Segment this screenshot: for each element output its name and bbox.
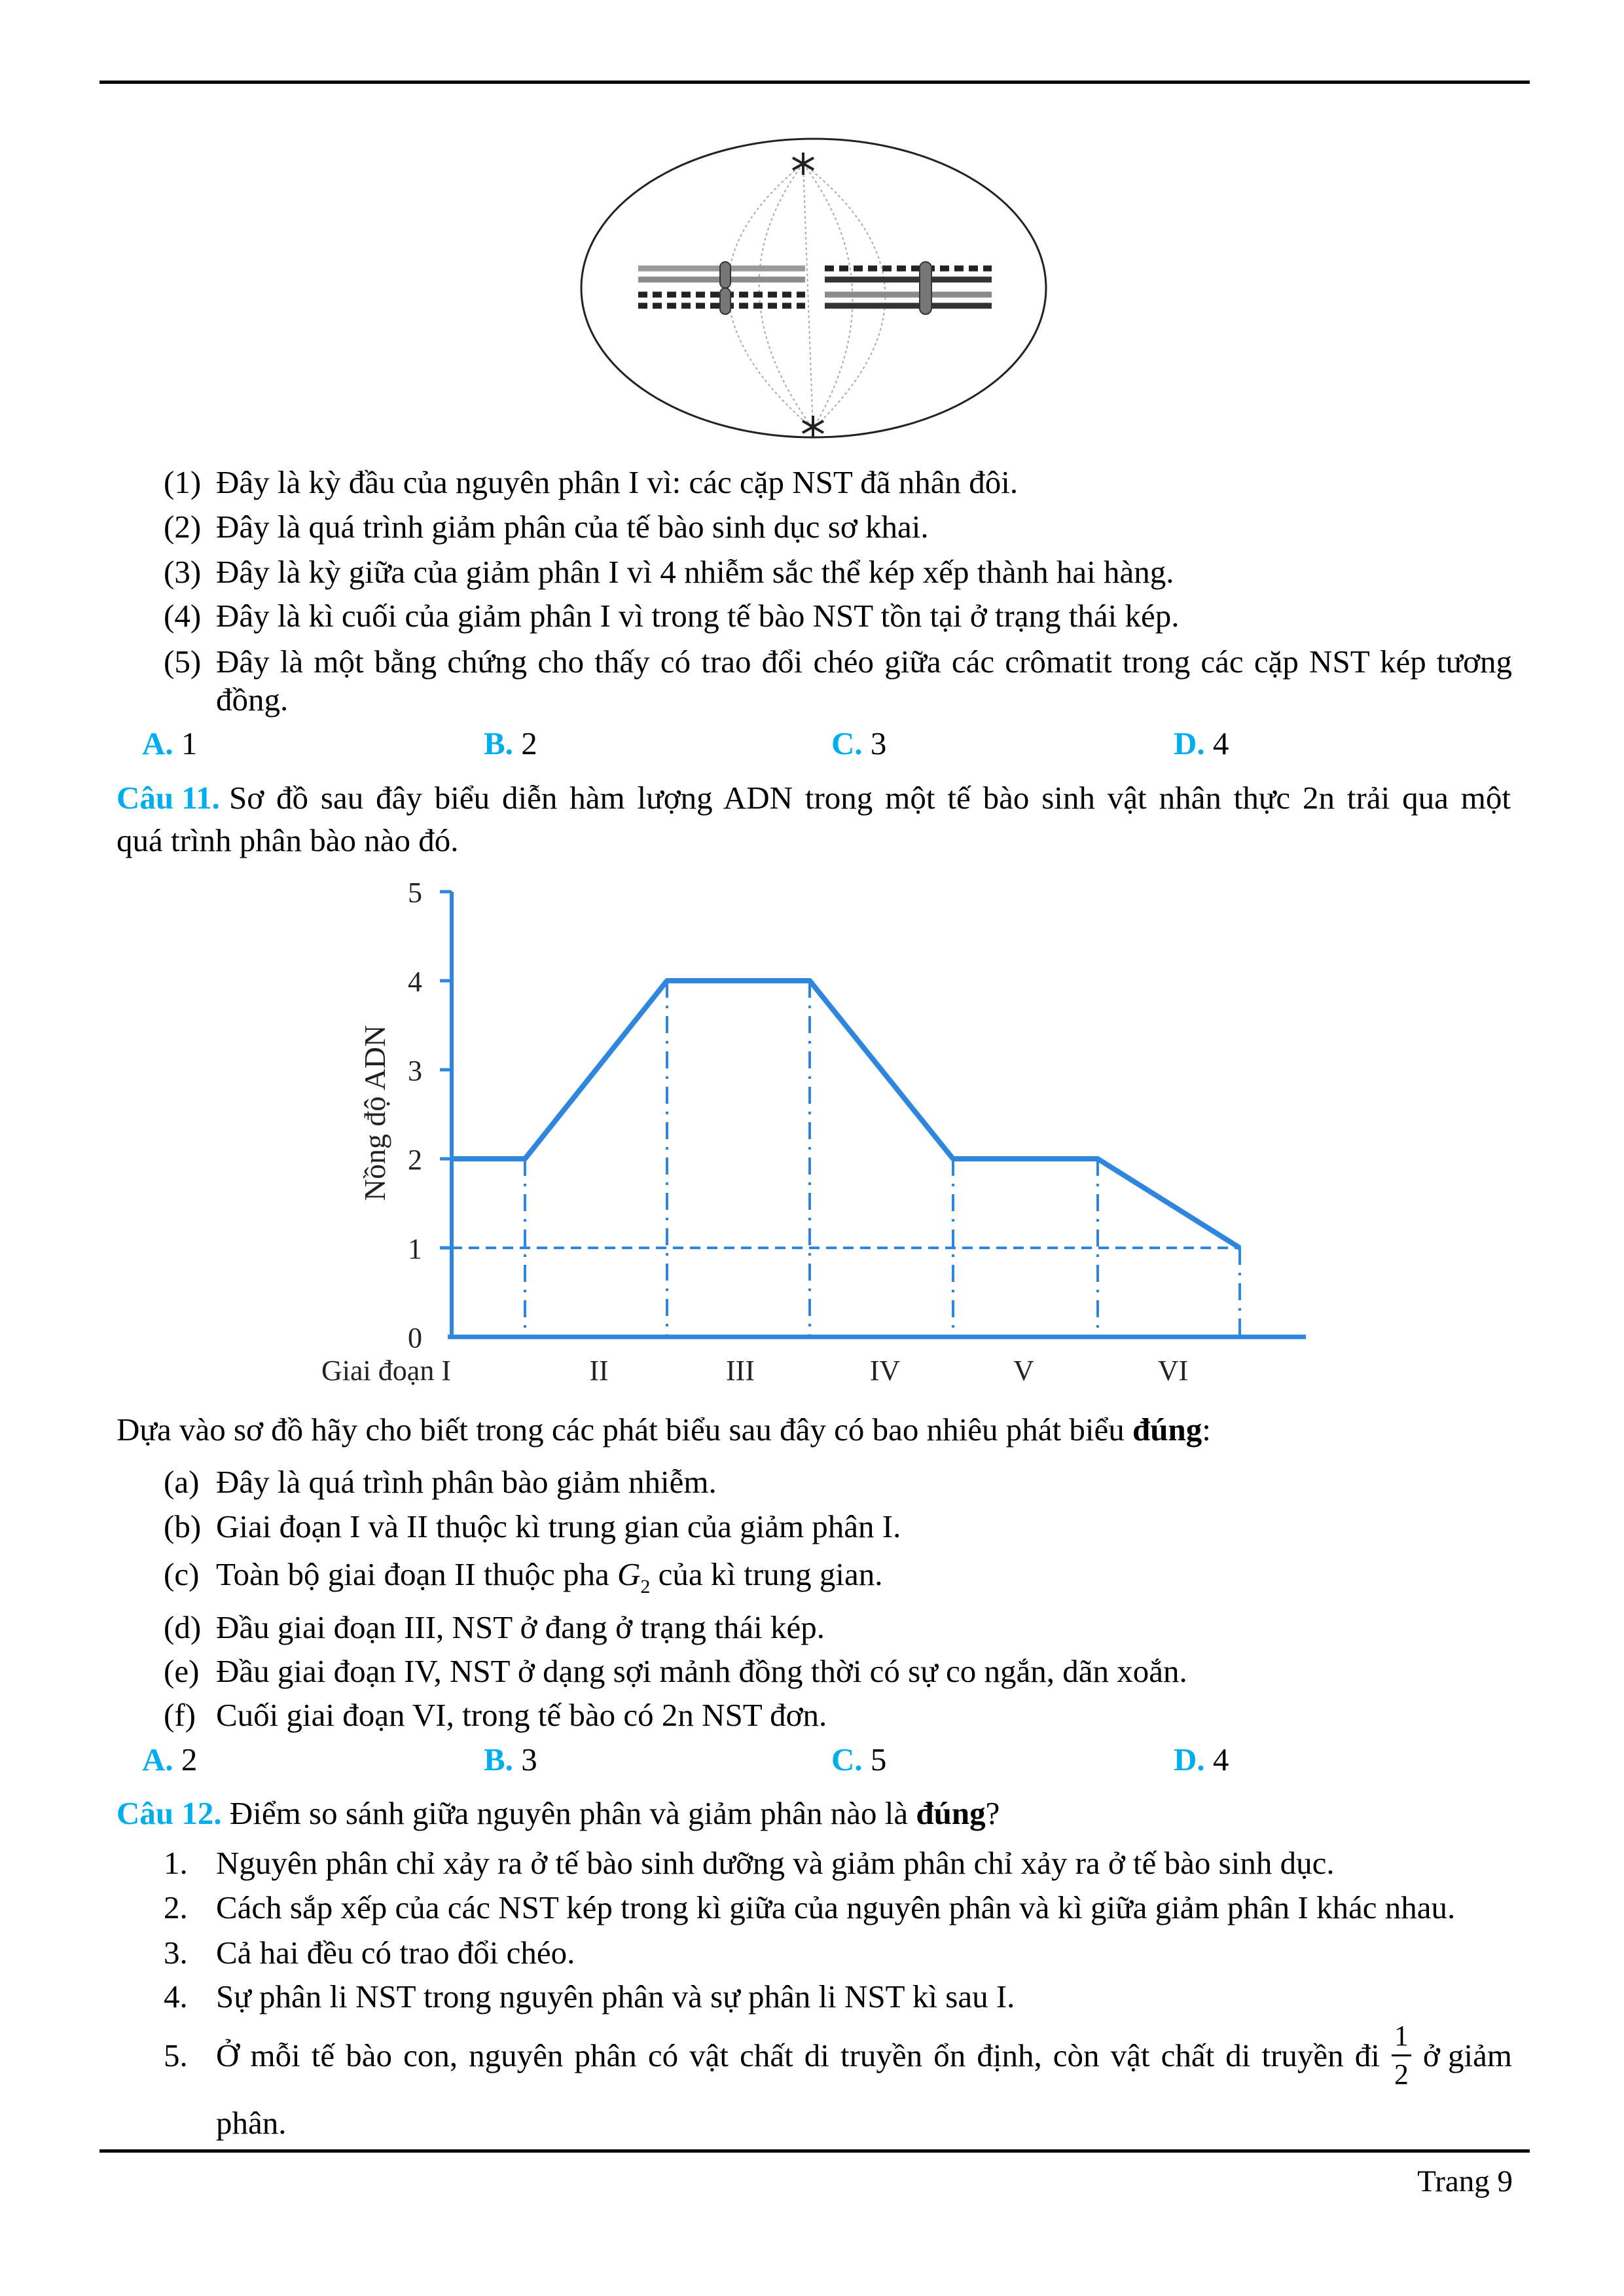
svg-text:1: 1 [408,1233,422,1265]
svg-text:III: III [726,1355,755,1387]
fraction-one-half: $\frac{1}{2}$ [1392,2022,1411,2089]
svg-text:0: 0 [408,1322,422,1354]
q12-item-3: 3. Cả hai đều có trao đổi chéo. [164,1935,575,1971]
q11-prompt-line1: Câu 11. Sơ đồ sau đây biểu diễn hàm lượng ADN trong một tế bào sinh vật nhân thực 2n trải qua một [117,780,1511,816]
q12-prompt: Câu 12. Điểm so sánh giữa nguyên phân và giảm phân nào là đúng? [117,1795,1000,1831]
centrosome-bottom-icon [803,416,823,438]
q10-statement-5: (5) Đây là một bằng chứng cho thấy có trao đổi chéo giữa các crômatit trong các cặp NST kép tương [164,644,1512,680]
q11-prompt-line2: quá trình phân bào nào đó. [117,822,459,858]
y-tick-labels [408,877,422,1354]
svg-text:3: 3 [408,1055,422,1087]
svg-text:IV: IV [869,1355,901,1387]
q12-number: Câu 12. [117,1795,222,1831]
q11-statement-b: (b) Giai đoạn I và II thuộc kì trung gian của giảm phân I. [164,1508,901,1544]
q11-statement-d: (d) Đầu giai đoạn III, NST ở đang ở trạng thái kép. [164,1609,825,1645]
q12-item-4: 4. Sự phân li NST trong nguyên phân và sự phân li NST kì sau I. [164,1978,1015,2014]
q10-statement-4: (4) Đây là kì cuối của giảm phân I vì trong tế bào NST tồn tại ở trạng thái kép. [164,598,1180,634]
x-category-labels [321,1355,1188,1387]
svg-text:V: V [1013,1355,1034,1387]
header-rule [99,81,1530,84]
svg-text:Giai đoạn I: Giai đoạn I [321,1355,451,1387]
q12-item-5: 5. Ở mỗi tế bào con, nguyên phân có vật chất di truyền ổn định, còn vật chất di truyền đi $\frac{1}{2}$ ở giảm [164,2020,1512,2090]
svg-text:2: 2 [408,1144,422,1176]
q10-statement-5-cont: đồng. [216,682,289,718]
q11-intro: Dựa vào sơ đồ hãy cho biết trong các phát biểu sau đây có bao nhiêu phát biểu đúng: [117,1412,1211,1448]
q12-item-1: 1. Nguyên phân chỉ xảy ra ở tế bào sinh dưỡng và giảm phân chỉ xảy ra ở tế bào sinh dục. [164,1845,1335,1881]
svg-text:5: 5 [408,877,422,909]
svg-text:VI: VI [1157,1355,1189,1387]
q11-statement-e: (e) Đầu giai đoạn IV, NST ở dạng sợi mảnh đồng thời có sự co ngắn, dãn xoắn. [164,1653,1187,1689]
centrosome-top-icon [793,153,814,175]
q11-number: Câu 11. [117,780,220,816]
dna-content-chart [314,864,1322,1401]
q10-option-c[interactable]: C. 3 [831,725,887,761]
q11-option-c[interactable]: C. 5 [831,1741,887,1777]
q11-option-b[interactable]: B. 3 [484,1741,537,1777]
q12-item-5-cont: phân. [216,2105,287,2141]
cell-division-figure [569,128,1057,448]
q10-statement-2: (2) Đây là quá trình giảm phân của tế bào sinh dục sơ khai. [164,509,929,545]
svg-text:II: II [589,1355,609,1387]
q10-option-b[interactable]: B. 2 [484,725,537,761]
q11-statement-a: (a) Đây là quá trình phân bào giảm nhiễm. [164,1464,717,1500]
dna-series-line [452,981,1240,1248]
footer-rule [99,2149,1530,2153]
q11-statement-f: (f) Cuối giai đoạn VI, trong tế bào có 2n NST đơn. [164,1697,827,1733]
page-number: Trang 9 [1417,2164,1513,2198]
y-axis-label: Nồng độ ADN [358,1025,391,1201]
q10-option-d[interactable]: D. 4 [1174,725,1229,761]
q10-statement-3: (3) Đây là kỳ giữa của giảm phân I vì 4 nhiễm sắc thể kép xếp thành hai hàng. [164,554,1174,590]
q11-option-a[interactable]: A. 2 [142,1741,198,1777]
q12-item-2: 2. Cách sắp xếp của các NST kép trong kì giữa của nguyên phân và kì giữa giảm phân I khác nhau. [164,1889,1456,1925]
q11-statement-c: (c) Toàn bộ giai đoạn II thuộc pha $G_2$ của kì trung gian. [164,1556,883,1597]
q11-option-d[interactable]: D. 4 [1174,1741,1229,1777]
svg-text:4: 4 [408,966,422,998]
chromosome-pair-left [638,262,805,314]
q10-statement-1: (1) Đây là kỳ đầu của nguyên phân I vì: các cặp NST đã nhân đôi. [164,464,1019,500]
q10-option-a[interactable]: A. 1 [142,725,198,761]
